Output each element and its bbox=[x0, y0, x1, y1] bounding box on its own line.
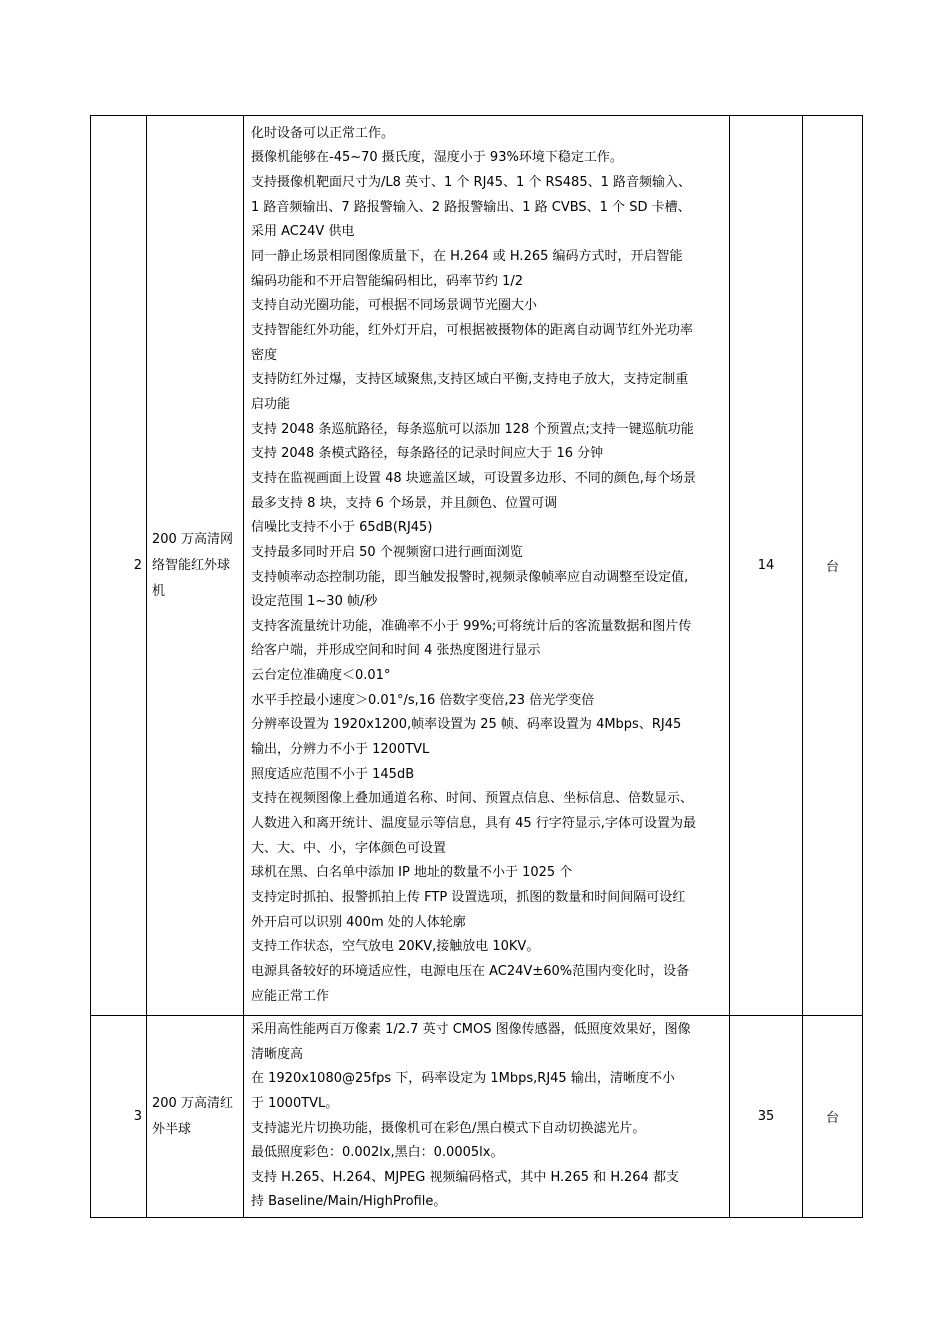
spec-line: 支持 2048 条模式路径，每条路径的记录时间应大于 16 分钟 bbox=[251, 446, 604, 462]
item-number: 3 bbox=[91, 1016, 147, 1218]
spec-line: 支持滤光片切换功能，摄像机可在彩色/黑白模式下自动切换滤光片。 bbox=[251, 1120, 646, 1136]
spec-line: 给客户端，并形成空间和时间 4 张热度图进行显示 bbox=[251, 643, 541, 659]
spec-line: 设定范围 1~30 帧/秒 bbox=[251, 594, 378, 610]
spec-line: 摄像机能够在-45~70 摄氏度，湿度小于 93%环境下稳定工作。 bbox=[251, 150, 623, 166]
item-number: 2 bbox=[91, 116, 147, 1016]
item-quantity: 14 bbox=[730, 116, 803, 1016]
item-unit: 台 bbox=[803, 1016, 863, 1218]
item-spec bbox=[244, 1016, 730, 1218]
item-quantity: 35 bbox=[730, 1016, 803, 1218]
spec-line: 信噪比支持不小于 65dB(RJ45) bbox=[251, 520, 433, 536]
item-name-line: 200 万高清红 bbox=[152, 1095, 233, 1111]
spec-line: 化时设备可以正常工作。 bbox=[251, 125, 395, 141]
spec-line: 1 路音频输出、7 路报警输入、2 路报警输出、1 路 CVBS、1 个 SD 卡槽、 bbox=[251, 199, 691, 215]
table-row bbox=[91, 116, 863, 1016]
item-name bbox=[147, 116, 244, 1016]
equipment-spec-table bbox=[90, 115, 863, 1218]
spec-line: 编码功能和不开启智能编码相比，码率节约 1/2 bbox=[251, 273, 524, 289]
spec-line: 最多支持 8 块，支持 6 个场景，并且颜色、位置可调 bbox=[251, 495, 558, 511]
spec-line: 启功能 bbox=[251, 396, 291, 412]
spec-line: 支持在监视画面上设置 48 块遮盖区域，可设置多边形、不同的颜色,每个场景 bbox=[251, 470, 696, 486]
spec-line: 球机在黑、白名单中添加 IP 地址的数量不小于 1025 个 bbox=[251, 865, 573, 881]
spec-line: 支持客流量统计功能，准确率不小于 99%;可将统计后的客流量数据和图片传 bbox=[251, 618, 692, 634]
spec-line: 水平手控最小速度＞0.01°/s,16 倍数字变倍,23 倍光学变倍 bbox=[251, 692, 595, 708]
spec-line: 支持摄像机靶面尺寸为/L8 英寸、1 个 RJ45、1 个 RS485、1 路音频输入、 bbox=[251, 175, 692, 190]
spec-line: 密度 bbox=[251, 347, 278, 363]
spec-line: 输出，分辨力不小于 1200TVL bbox=[251, 742, 430, 758]
spec-line: 在 1920x1080@25fps 下，码率设定为 1Mbps,RJ45 输出，清晰度不小 bbox=[251, 1071, 675, 1087]
item-name-line: 外半球 bbox=[152, 1121, 192, 1137]
spec-line: 电源具备较好的环境适应性，电源电压在 AC24V±60%范围内变化时，设备 bbox=[251, 964, 690, 979]
item-unit: 台 bbox=[803, 116, 863, 1016]
spec-line: 外开启可以识别 400m 处的人体轮廓 bbox=[251, 914, 466, 930]
spec-line: 照度适应范围不小于 145dB bbox=[251, 766, 415, 782]
spec-line: 人数进入和离开统计、温度显示等信息，具有 45 行字符显示,字体可设置为最 bbox=[251, 816, 696, 832]
spec-line: 应能正常工作 bbox=[251, 988, 330, 1004]
item-name bbox=[147, 1016, 244, 1218]
spec-line: 支持 H.265、H.264、MJPEG 视频编码格式，其中 H.265 和 H.264 都支 bbox=[251, 1169, 679, 1185]
spec-line: 云台定位准确度＜0.01° bbox=[251, 668, 391, 684]
spec-table-body bbox=[91, 116, 863, 1218]
spec-line: 支持智能红外功能，红外灯开启，可根据被摄物体的距离自动调节红外光功率 bbox=[251, 322, 694, 338]
spec-line: 支持帧率动态控制功能，即当触发报警时,视频录像帧率应自动调整至设定值, bbox=[251, 569, 689, 585]
spec-line: 于 1000TVL。 bbox=[251, 1095, 339, 1111]
spec-line: 支持工作状态，空气放电 20KV,接触放电 10KV。 bbox=[251, 939, 540, 955]
spec-line: 支持自动光圈功能，可根据不同场景调节光圈大小 bbox=[251, 298, 538, 314]
spec-line: 采用 AC24V 供电 bbox=[251, 224, 355, 240]
item-name-line: 200 万高清网 bbox=[152, 531, 233, 547]
spec-line: 支持 2048 条巡航路径，每条巡航可以添加 128 个预置点;支持一键巡航功能 bbox=[251, 421, 694, 437]
spec-line: 支持在视频图像上叠加通道名称、时间、预置点信息、坐标信息、倍数显示、 bbox=[251, 791, 694, 807]
spec-line: 同一静止场景相同图像质量下，在 H.264 或 H.265 编码方式时，开启智能 bbox=[251, 248, 683, 264]
spec-line: 持 Baseline/Main/HighProfile。 bbox=[251, 1194, 447, 1210]
spec-line: 采用高性能两百万像素 1/2.7 英寸 CMOS 图像传感器，低照度效果好，图像 bbox=[251, 1021, 691, 1037]
spec-line: 最低照度彩色：0.002lx,黑白：0.0005lx。 bbox=[251, 1145, 504, 1161]
spec-line: 支持最多同时开启 50 个视频窗口进行画面浏览 bbox=[251, 544, 523, 560]
table-row bbox=[91, 1016, 863, 1218]
item-spec bbox=[244, 116, 730, 1016]
spec-line: 支持定时抓拍、报警抓拍上传 FTP 设置选项，抓图的数量和时间间隔可设红 bbox=[251, 890, 686, 906]
item-name-line: 络智能红外球 bbox=[152, 557, 231, 573]
spec-line: 分辨率设置为 1920x1200,帧率设置为 25 帧、码率设置为 4Mbps、RJ45 bbox=[251, 717, 682, 733]
item-name-line: 机 bbox=[152, 583, 166, 599]
spec-line: 支持防红外过爆，支持区域聚焦,支持区域白平衡,支持电子放大，支持定制重 bbox=[251, 372, 689, 388]
spec-line: 清晰度高 bbox=[251, 1046, 304, 1062]
spec-line: 大、大、中、小，字体颜色可设置 bbox=[251, 840, 447, 856]
